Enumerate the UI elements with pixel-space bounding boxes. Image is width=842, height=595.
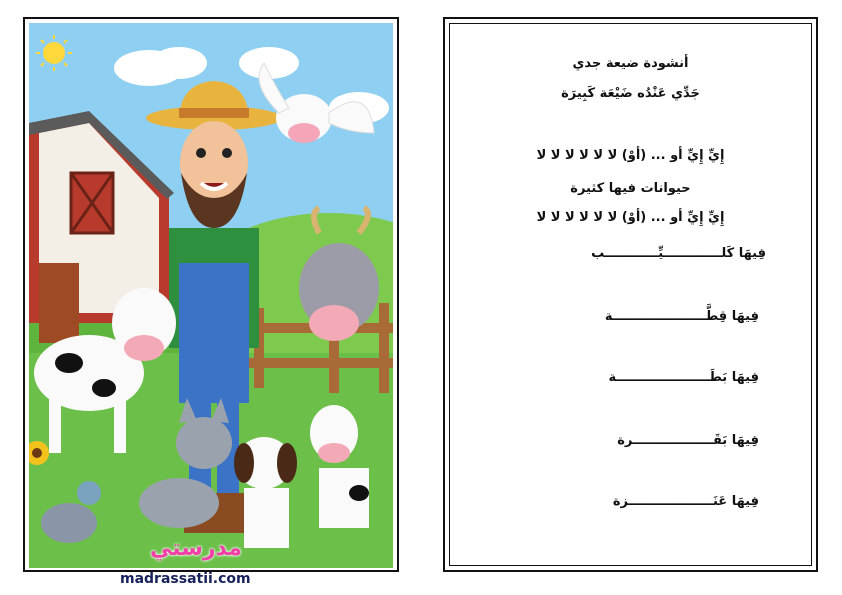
brand-url: madrassatii.com xyxy=(120,571,251,587)
brand-logo-arabic: مدرستي xyxy=(150,536,242,561)
song-chorus-1: إِيِّ إِيِّ أو ... (أوْ) لا لا لا لا لا لا xyxy=(536,148,725,163)
farm-illustration xyxy=(29,23,393,568)
blank-line-duck: فِيهَا بَطَـــــــــــــــــــــة xyxy=(608,370,759,385)
blank-line-dog: فِيهَا كَلـــــــــــــيِّــــــــــــب xyxy=(591,246,766,261)
blank-line-cat: فِيهَا قِطَّـــــــــــــــــــــة xyxy=(604,309,759,324)
song-line-2: حيوانات فيها كثيرة xyxy=(570,181,691,196)
farm-scene-svg xyxy=(29,23,393,568)
song-line-1: جَدِّي عَنْدُه ضَيْعَة كَبِيرَة xyxy=(561,86,700,101)
blank-line-goat: فِيهَا عَنَـــــــــــــــــــزة xyxy=(612,494,759,509)
song-title: أنشودة ضيعة جدي xyxy=(572,56,689,71)
cover-frame xyxy=(23,17,399,572)
worksheet-inner-border xyxy=(449,23,812,566)
song-chorus-2: إِيِّ إِيِّ أو ... (أوْ) لا لا لا لا لا لا xyxy=(536,210,725,225)
blank-line-cow: فِيهَا بَقَــــــــــــــــــرة xyxy=(617,433,759,448)
worksheet-frame xyxy=(443,17,818,572)
